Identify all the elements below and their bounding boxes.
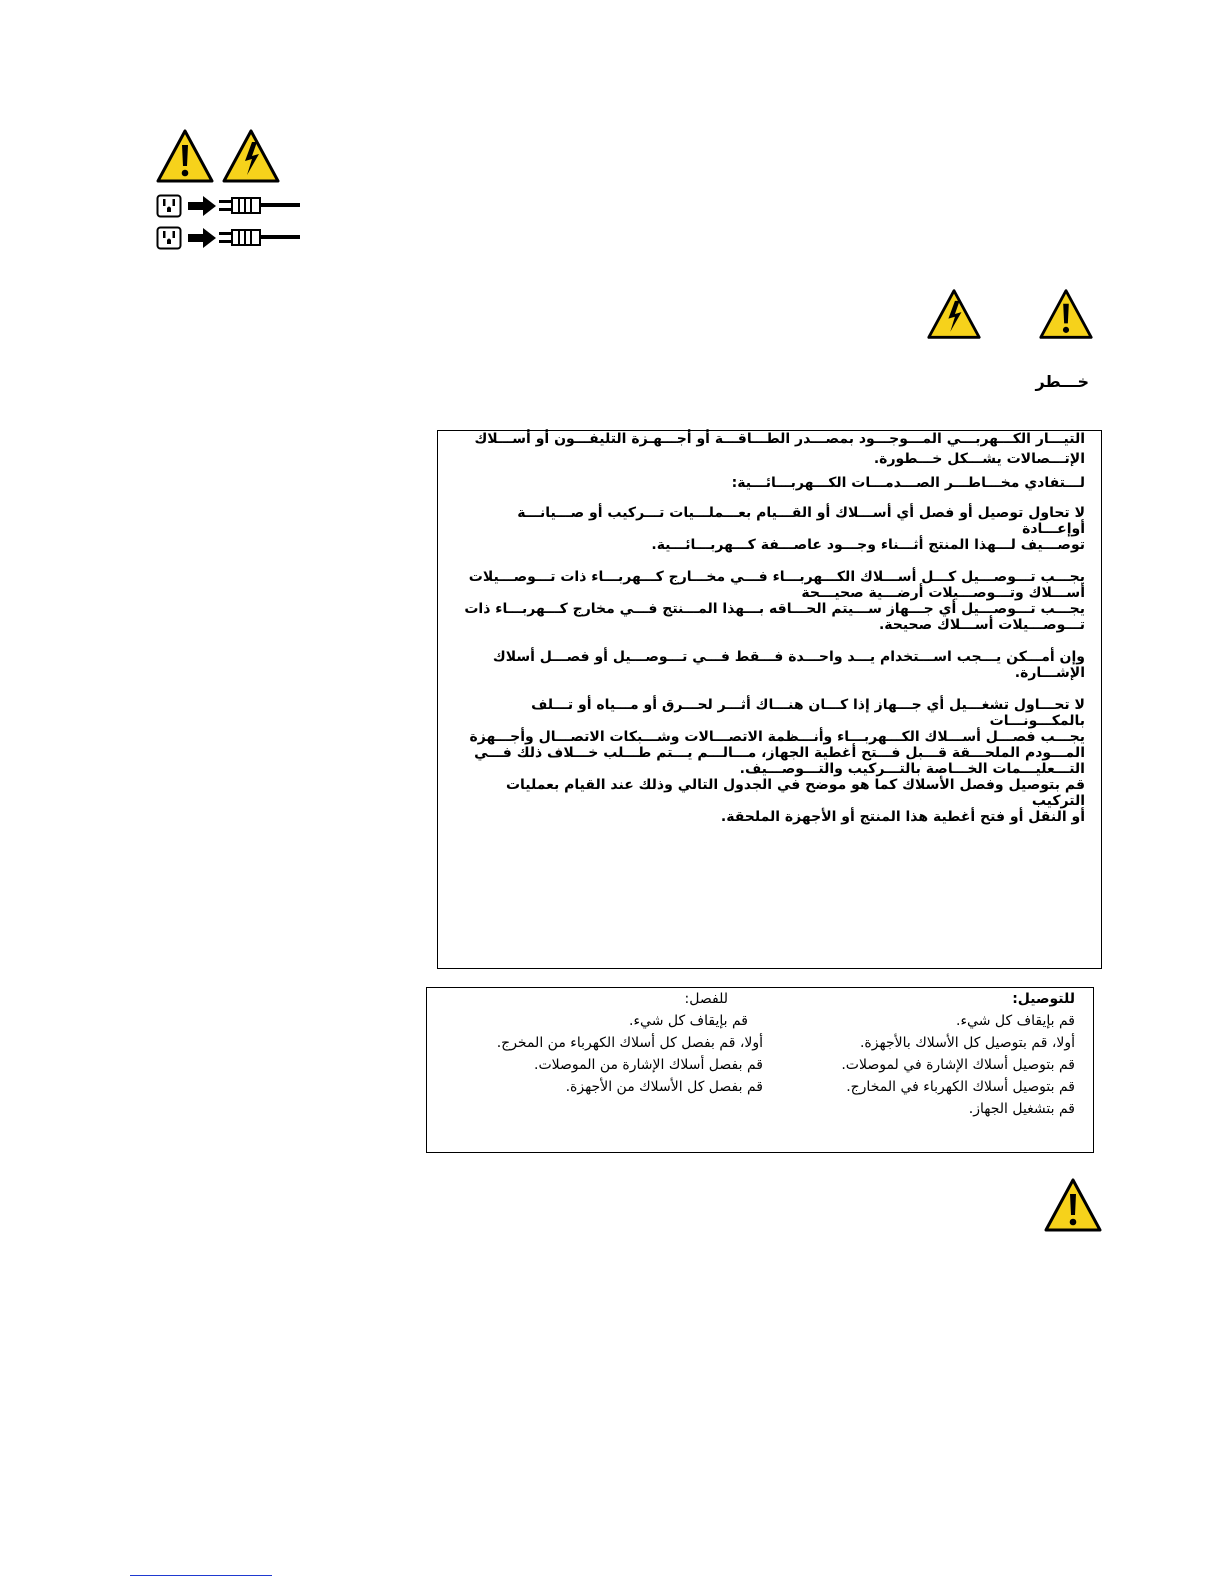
danger-paragraph bbox=[455, 697, 1085, 825]
danger-line: يجـــب تـــوصـــيل كـــل أســـلاك الكـــهربـــاء فـــي مخـــارج كـــهربـــاء ذات تـــوصـــيلات bbox=[468, 569, 1085, 585]
connect-step: قم بإيقاف كل شيء. bbox=[956, 1013, 1075, 1029]
disconnect-column bbox=[438, 988, 763, 1098]
electric-shock-icon bbox=[221, 128, 281, 184]
connect-step: قم بتوصيل أسلاك الكهرباء في المخارج. bbox=[846, 1079, 1075, 1095]
power-outlet-icon bbox=[156, 194, 182, 218]
caution-triangle-icon bbox=[155, 128, 215, 184]
connect-disconnect-table bbox=[426, 987, 1094, 1153]
danger-line: لـــتفادي مخـــاطـــر الصـــدمـــات الكـــهربـــائـــية: bbox=[731, 475, 1085, 491]
connect-step: قم بتوصيل أسلاك الإشارة في لموصلات. bbox=[841, 1057, 1075, 1073]
disconnect-step: قم بفصل أسلاك الإشارة من الموصلات. bbox=[534, 1057, 763, 1073]
disconnect-step: أولا، قم بفصل كل أسلاك الكهرباء من المخرج. bbox=[496, 1035, 763, 1051]
danger-line: المـــودم الملحـــقة قـــبل فـــتح أغطية الجهاز، مـــالـــم يـــتم طـــلب خـــلاف ذلك فـــي bbox=[474, 745, 1085, 761]
arrow-icon bbox=[187, 195, 217, 217]
danger-line: الإتـــصالات يشـــكل خـــطورة. bbox=[873, 451, 1085, 467]
arrow-icon bbox=[187, 227, 217, 249]
danger-line: يجـــب تـــوصـــيل أي جـــهاز ســـيتم الحـــاقه بـــهذا المـــنتج فـــي مخارج كـــهربـــاء ذات bbox=[464, 601, 1085, 617]
connect-column bbox=[805, 988, 1075, 1120]
connect-step: أولا، قم بتوصيل كل الأسلاك بالأجهزة. bbox=[859, 1035, 1075, 1051]
electric-shock-icon bbox=[926, 287, 982, 341]
danger-line: بالمكـــونـــات bbox=[989, 713, 1085, 729]
caution-triangle-icon bbox=[1043, 1177, 1103, 1233]
disconnect-step: قم بإيقاف كل شيء. bbox=[629, 1013, 748, 1029]
danger-paragraph bbox=[455, 475, 1085, 491]
caution-triangle-icon bbox=[1038, 287, 1094, 341]
connect-step: قم بتشغيل الجهاز. bbox=[968, 1101, 1075, 1117]
danger-paragraph bbox=[455, 569, 1085, 633]
connect-title: للتوصيل: bbox=[1012, 991, 1075, 1007]
danger-line: تـــوصـــيلات أســـلاك صحيحة. bbox=[878, 617, 1085, 633]
footnote-divider bbox=[130, 1575, 272, 1576]
danger-paragraph bbox=[455, 649, 1085, 681]
danger-line: قم بتوصيل وفصل الأسلاك كما هو موضح في الجدول التالي وذلك عند القيام بعمليات التركيب bbox=[505, 777, 1085, 809]
danger-heading: خـــطر bbox=[1035, 372, 1089, 391]
danger-paragraph bbox=[455, 431, 1085, 467]
disconnect-step: قم بفصل كل الأسلاك من الأجهزة. bbox=[565, 1079, 763, 1095]
danger-line: توصـــيف لـــهذا المنتج أثـــناء وجـــود عاصـــفة كـــهربـــائـــية. bbox=[651, 537, 1085, 553]
disconnect-title: للفصل: bbox=[684, 991, 728, 1007]
danger-line: وإن أمـــكن يـــجب اســـتخدام يـــد واحـــدة فـــقط فـــي تـــوصـــيل أو فصـــل أسلاك bbox=[492, 649, 1085, 665]
power-plug-icon bbox=[218, 228, 300, 248]
power-outlet-icon bbox=[156, 226, 182, 250]
danger-line: التـــعليـــمات الخـــاصة بالتـــركيب والتـــوصـــيف. bbox=[739, 761, 1085, 777]
power-plug-icon bbox=[218, 196, 300, 216]
danger-line: أســـلاك وتـــوصـــيلات أرضـــية صحيـــحة bbox=[801, 585, 1085, 601]
danger-line: يجـــب فصـــل أســـلاك الكـــهربـــاء وأنـــظمة الاتصـــالات وشـــبكات الاتصـــال وأجـــهزة bbox=[469, 729, 1085, 745]
danger-box bbox=[437, 430, 1102, 969]
danger-line: لا تحاول توصيل أو فصل أي أســـلاك أو القـــيام بعـــملـــيات تـــركيب أو صـــيانـــة أوإعـــادة bbox=[517, 505, 1085, 537]
danger-line: لا تحـــاول تشغـــيل أي جـــهاز إذا كـــان هنـــاك أثـــر لحـــرق أو مـــياه أو تـــلف bbox=[531, 697, 1085, 713]
danger-paragraph bbox=[455, 505, 1085, 553]
danger-line: أو النقل أو فتح أغطية هذا المنتج أو الأجهزة الملحقة. bbox=[720, 809, 1085, 825]
danger-line: التيـــار الكـــهربـــي المـــوجـــود بمصـــدر الطـــاقـــة أو أجـــهـزة التليفـــون أو أســـلاك bbox=[474, 431, 1085, 447]
danger-line: الإشـــارة. bbox=[1014, 665, 1085, 681]
danger-text bbox=[455, 431, 1085, 825]
